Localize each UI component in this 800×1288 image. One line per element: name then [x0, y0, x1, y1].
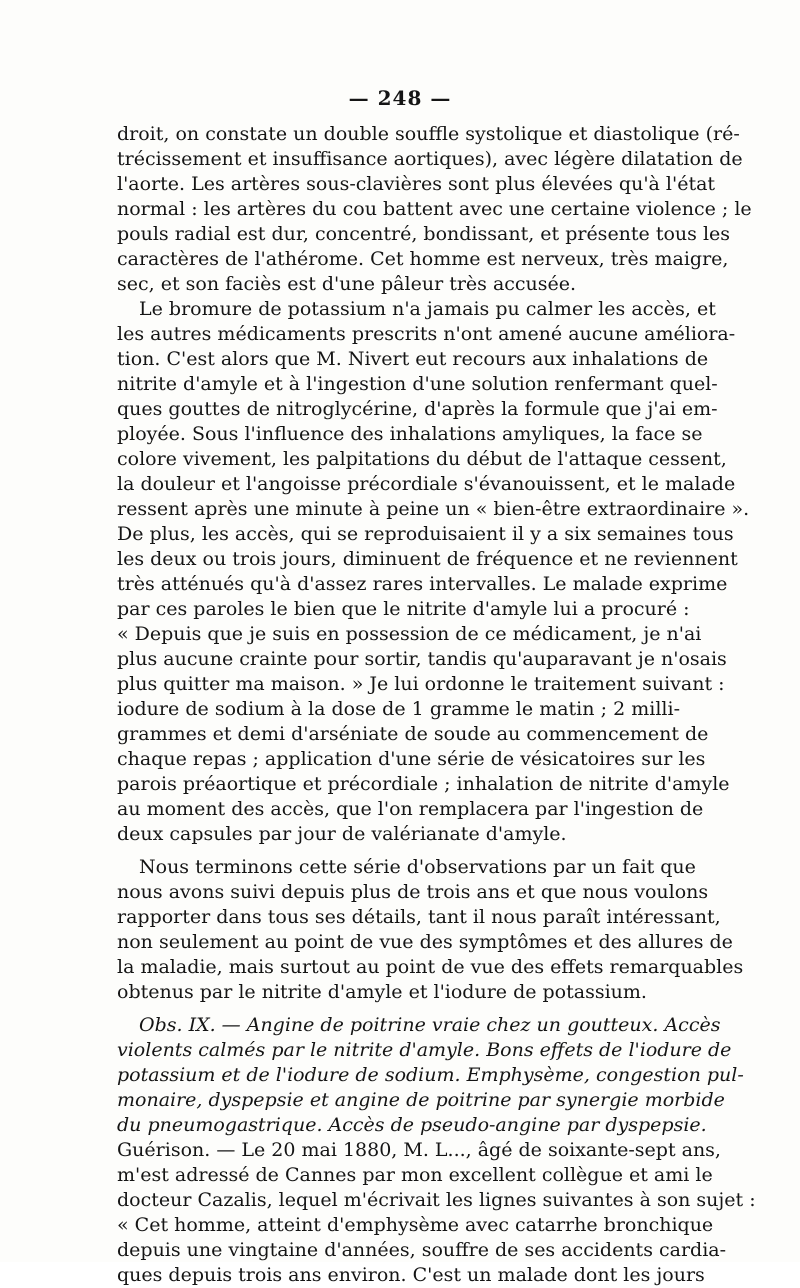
text-line: colore vivement, les palpitations du début de l'attaque cessent,: [117, 448, 727, 470]
body-text: [117, 122, 756, 1288]
text-line: m'est adressé de Cannes par mon excellent collègue et ami le: [117, 1164, 713, 1186]
text-line: iodure de sodium à la dose de 1 gramme le matin ; 2 milli-: [117, 698, 680, 720]
text-line: parois préaortique et précordiale ; inhalation de nitrite d'amyle: [117, 773, 730, 795]
text-line: nous avons suivi depuis plus de trois ans et que nous voulons: [117, 881, 709, 903]
text-line: trécissement et insuffisance aortiques), avec légère dilatation de: [117, 148, 743, 170]
text-line: ressent après une minute à peine un « bien-être extraordinaire ».: [117, 498, 750, 520]
text-line: ques depuis trois ans environ. C'est un malade dont les jours: [117, 1264, 705, 1286]
text-line: De plus, les accès, qui se reproduisaient il y a six semaines tous: [117, 523, 734, 545]
text-line: rapporter dans tous ses détails, tant il nous paraît intéressant,: [117, 906, 721, 928]
text-line: droit, on constate un double souffle systolique et diastolique (ré-: [117, 123, 740, 145]
text-line: grammes et demi d'arséniate de soude au commencement de: [117, 723, 709, 745]
text-line: sec, et son faciès est d'une pâleur très accusée.: [117, 273, 577, 295]
text-line: normal : les artères du cou battent avec une certaine violence ; le: [117, 198, 752, 220]
observation-heading-line: violents calmés par le nitrite d'amyle. Bons effets de l'iodure de: [117, 1039, 732, 1061]
text-line: la maladie, mais surtout au point de vue des effets remarquables: [117, 956, 744, 978]
text-line: nitrite d'amyle et à l'ingestion d'une solution renfermant quel-: [117, 373, 718, 395]
text-line: caractères de l'athérome. Cet homme est nerveux, très maigre,: [117, 248, 729, 270]
observation-heading-line: potassium et de l'iodure de sodium. Emphysème, congestion pul-: [117, 1064, 744, 1086]
text-line: obtenus par le nitrite d'amyle et l'iodure de potassium.: [117, 981, 647, 1003]
text-line: « Cet homme, atteint d'emphysème avec catarrhe bronchique: [117, 1214, 714, 1236]
text-line: Nous terminons cette série d'observations par un fait que: [139, 856, 696, 878]
text-line: non seulement au point de vue des symptômes et des allures de: [117, 931, 733, 953]
text-line: chaque repas ; application d'une série de vésicatoires sur les: [117, 748, 706, 770]
text-line: au moment des accès, que l'on remplacera par l'ingestion de: [117, 798, 704, 820]
text-line: les autres médicaments prescrits n'ont amené aucune améliora-: [117, 323, 736, 345]
text-line: les deux ou trois jours, diminuent de fréquence et ne reviennent: [117, 548, 738, 570]
text-line: tion. C'est alors que M. Nivert eut recours aux inhalations de: [117, 348, 709, 370]
text-line: Le bromure de potassium n'a jamais pu calmer les accès, et: [139, 298, 716, 320]
text-line: la douleur et l'angoisse précordiale s'évanouissent, et le malade: [117, 473, 736, 495]
text-line: l'aorte. Les artères sous-clavières sont plus élevées qu'à l'état: [117, 173, 716, 195]
page-number: — 248 —: [348, 86, 452, 110]
text-line: depuis une vingtaine d'années, souffre de ses accidents cardia-: [117, 1239, 727, 1261]
text-line: très atténués qu'à d'assez rares intervalles. Le malade exprime: [117, 573, 728, 595]
text-line: deux capsules par jour de valérianate d'amyle.: [117, 823, 567, 845]
text-line: par ces paroles le bien que le nitrite d'amyle lui a procuré :: [117, 598, 690, 620]
text-line: ployée. Sous l'influence des inhalations amyliques, la face se: [117, 423, 703, 445]
observation-heading-line: du pneumogastrique. Accès de pseudo-angine par dyspepsie.: [117, 1114, 707, 1136]
text-line: plus quitter ma maison. » Je lui ordonne le traitement suivant :: [117, 673, 725, 695]
observation-heading-line: monaire, dyspepsie et angine de poitrine par synergie morbide: [117, 1089, 725, 1111]
text-line: ques gouttes de nitroglycérine, d'après la formule que j'ai em-: [117, 398, 718, 420]
text-line: « Depuis que je suis en possession de ce médicament, je n'ai: [117, 623, 702, 645]
text-line: plus aucune crainte pour sortir, tandis qu'auparavant je n'osais: [117, 648, 727, 670]
text-line: docteur Cazalis, lequel m'écrivait les lignes suivantes à son sujet :: [117, 1189, 756, 1211]
observation-heading-line: Obs. IX. — Angine de poitrine vraie chez un goutteux. Accès: [139, 1014, 721, 1036]
text-line: pouls radial est dur, concentré, bondissant, et présente tous les: [117, 223, 731, 245]
text-line: Guérison. — Le 20 mai 1880, M. L..., âgé de soixante-sept ans,: [117, 1139, 721, 1161]
